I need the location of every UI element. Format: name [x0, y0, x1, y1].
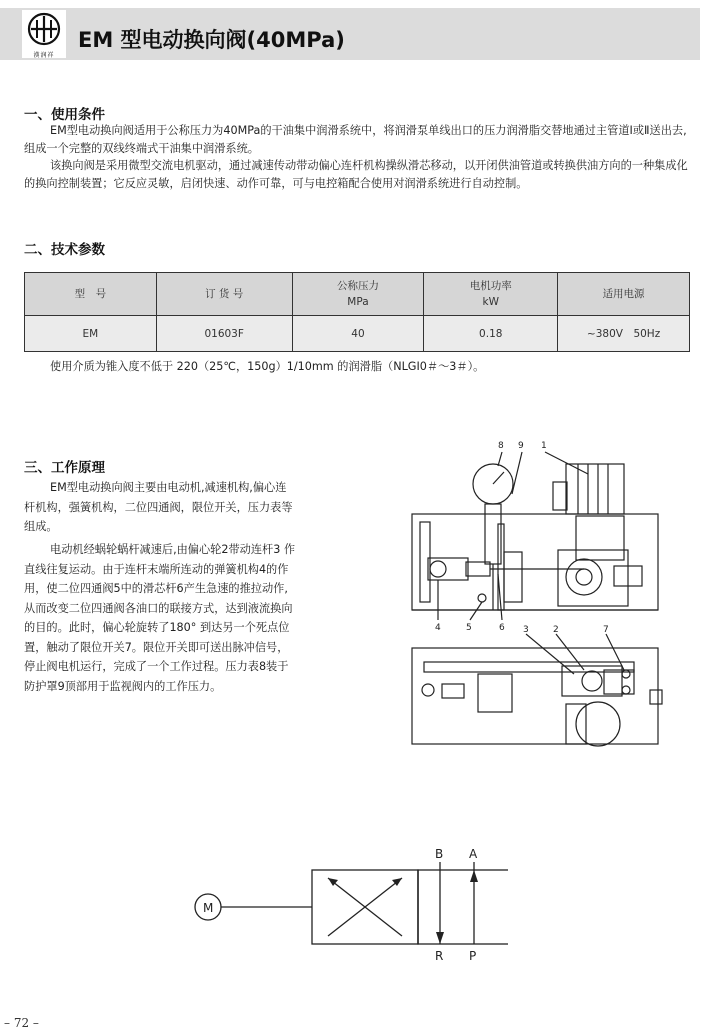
header-cell-power: 电机功率 kW [424, 273, 558, 316]
section1-paragraph-1: EM型电动换向阀适用于公称压力为40MPa的干油集中润滑系统中，将润滑泵单线出口的压力润滑脂交替地通过主管道Ⅰ或Ⅱ送出去,组成一个完整的双线终端式干油集中润滑系统。 [24, 124, 687, 155]
port-p-label: P [469, 949, 477, 963]
table-row [25, 316, 690, 352]
label-9: 9 [518, 441, 524, 451]
cell-model: EM [25, 316, 157, 352]
label-7: 7 [603, 625, 609, 635]
cell-pressure: 40 [292, 316, 424, 352]
label-2: 2 [553, 625, 559, 635]
header-cell-order-no: 订 货 号 [156, 273, 292, 316]
page-number: – 72 – [4, 1016, 39, 1030]
header-cell-model: 型 号 [25, 273, 157, 316]
valve-assembly-drawing [398, 434, 668, 754]
hydraulic-symbol [188, 846, 508, 966]
label-4: 4 [435, 623, 441, 633]
header-cell-power-supply: 适用电源 [558, 273, 690, 316]
header-cell-pressure: 公称压力 MPa [292, 273, 424, 316]
logo-text: 漢润祥 [33, 52, 55, 59]
label-6: 6 [499, 623, 505, 633]
motor-label: M [203, 901, 214, 915]
spec-table [24, 272, 690, 352]
section1-paragraph-2: 该换向阀是采用微型交流电机驱动，通过减速传动带动偏心连杆机构操纵滑芯移动，以开闭供油管道或转换供油方向的一种集成化的换向控制装置；它反应灵敏，启闭快速、动作可靠，可与电控箱配合使用对润滑系统进行自动控制。 [24, 159, 688, 190]
port-r-label: R [435, 949, 444, 963]
port-b-label: B [435, 847, 444, 861]
section3-heading: 三、工作原理 [24, 460, 105, 476]
label-1: 1 [541, 441, 547, 451]
section1-heading: 一、使用条件 [24, 107, 105, 123]
section3-paragraph-1: EM型电动换向阀主要由电动机,减速机构,偏心连杆机构，强簧机构，二位四通阀，限位开关，压力表等组成。 [24, 481, 293, 533]
port-a-label: A [469, 847, 478, 861]
label-5: 5 [466, 623, 472, 633]
section3-paragraph-2: 电动机经蜗轮蜗杆减速后,由偏心轮2带动连杆3 作直线往复运动。由于连杆末端所连动的弹簧机构4的作用，使二位四通阀5中的滑芯杆6产生急速的推拉动作,从而改变二位四通阀各油口的联接方式，达到液流换向的目的。此时，偏心轮旋转了180° 到达另一个死点位置，触动了限位开关7。限位开关即可送出脉冲信号，停止阀电机运行，完成了一个工作过程。压力表8装于防护罩9顶部用于监视阀内的工作压力。 [24, 543, 296, 693]
section2-heading: 二、技术参数 [24, 242, 105, 258]
cell-power: 0.18 [424, 316, 558, 352]
table-note: 使用介质为锥入度不低于 220（25℃，150g）1/10mm 的润滑脂（NLGI0＃～3＃）。 [50, 360, 485, 373]
label-8: 8 [498, 441, 504, 451]
cell-order-no: 01603F [156, 316, 292, 352]
page-title: EM 型电动换向阀(40MPa) [78, 28, 345, 52]
label-3: 3 [523, 625, 529, 635]
spec-table-header-row [25, 273, 690, 316]
cell-power-supply: ~380V 50Hz [558, 316, 690, 352]
